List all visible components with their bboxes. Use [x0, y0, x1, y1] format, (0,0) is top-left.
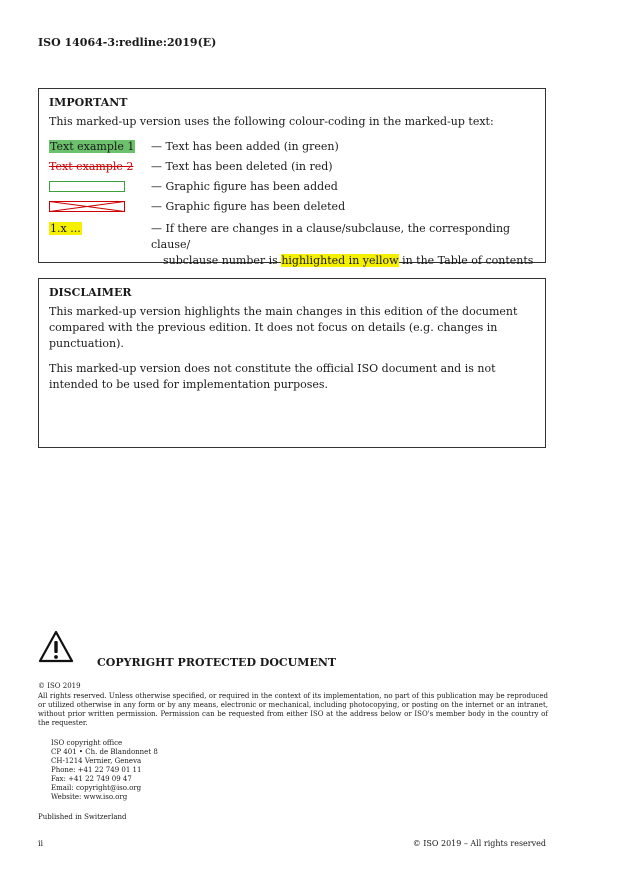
deleted-text-sample: Text example 2: [49, 160, 134, 173]
page-number: ii: [38, 839, 44, 848]
legend-row-added: [49, 139, 535, 155]
office-website: Website: www.iso.org: [51, 793, 128, 801]
disclaimer-paragraph-2: This marked-up version does not constitute the official ISO document and is not intended to be used for implementation purposes.: [49, 362, 496, 391]
copyright-year: © ISO 2019: [38, 682, 81, 690]
added-text-description: — Text has been added (in green): [151, 140, 339, 153]
warning-icon: [38, 630, 74, 664]
clause-description-line1: — If there are changes in a clause/subclause, the corresponding clause/: [151, 222, 511, 251]
clause-description-suffix: in the Table of contents: [398, 254, 534, 267]
clause-description: [149, 221, 535, 269]
published-location: Published in Switzerland: [38, 813, 127, 821]
important-intro: This marked-up version uses the following colour-coding in the marked-up text:: [49, 115, 494, 128]
office-name: ISO copyright office: [51, 739, 123, 747]
deleted-figure-icon: [49, 201, 125, 212]
iso-office-address: [51, 739, 158, 802]
document-id: ISO 14064-3:redline:2019(E): [38, 36, 217, 49]
office-address-1: CP 401 • Ch. de Blandonnet 8: [51, 748, 158, 756]
office-phone: Phone: +41 22 749 01 11: [51, 766, 142, 774]
important-box: [38, 88, 546, 267]
added-figure-description: — Graphic figure has been added: [151, 180, 338, 193]
deleted-figure-description: — Graphic figure has been deleted: [151, 200, 346, 213]
clause-description-line2: [151, 253, 535, 269]
clause-number-sample: 1.x ...: [50, 222, 81, 235]
deleted-text-description: — Text has been deleted (in red): [151, 160, 333, 173]
colour-legend: [49, 139, 535, 269]
legend-row-figure-deleted: [49, 199, 535, 217]
highlighted-yellow-text: highlighted in yellow: [281, 254, 399, 267]
disclaimer-paragraph-1: This marked-up version highlights the main changes in this edition of the document compared with the previous edition. It does not focus on details (e.g. changes in punctuation).: [49, 305, 518, 350]
added-text-sample: Text example 1: [50, 140, 135, 153]
clause-description-prefix: subclause number is: [163, 254, 282, 267]
office-email: Email: copyright@iso.org: [51, 784, 142, 792]
legend-row-deleted: [49, 159, 535, 175]
footer-rights: © ISO 2019 – All rights reserved: [412, 839, 546, 848]
office-fax: Fax: +41 22 749 09 47: [51, 775, 132, 783]
copyright-title: COPYRIGHT PROTECTED DOCUMENT: [97, 656, 337, 669]
disclaimer-title: DISCLAIMER: [49, 286, 132, 299]
copyright-rights-text: All rights reserved. Unless otherwise specified, or required in the context of its implementation, no part of this publication may be reproduced or utilized otherwise in any form or by any means, electronic or mechanical, including photocopying, or posting on the internet or an intranet, without prior written permission. Permission can be requested from either ISO at the address below or ISO's member body in the country of the requester.: [38, 692, 548, 727]
added-figure-icon: [49, 181, 125, 192]
legend-row-clause: [49, 221, 535, 269]
important-title: IMPORTANT: [49, 96, 128, 109]
disclaimer-box: [38, 278, 546, 448]
legend-row-figure-added: [49, 179, 535, 195]
office-address-2: CH-1214 Vernier, Geneva: [51, 757, 142, 765]
